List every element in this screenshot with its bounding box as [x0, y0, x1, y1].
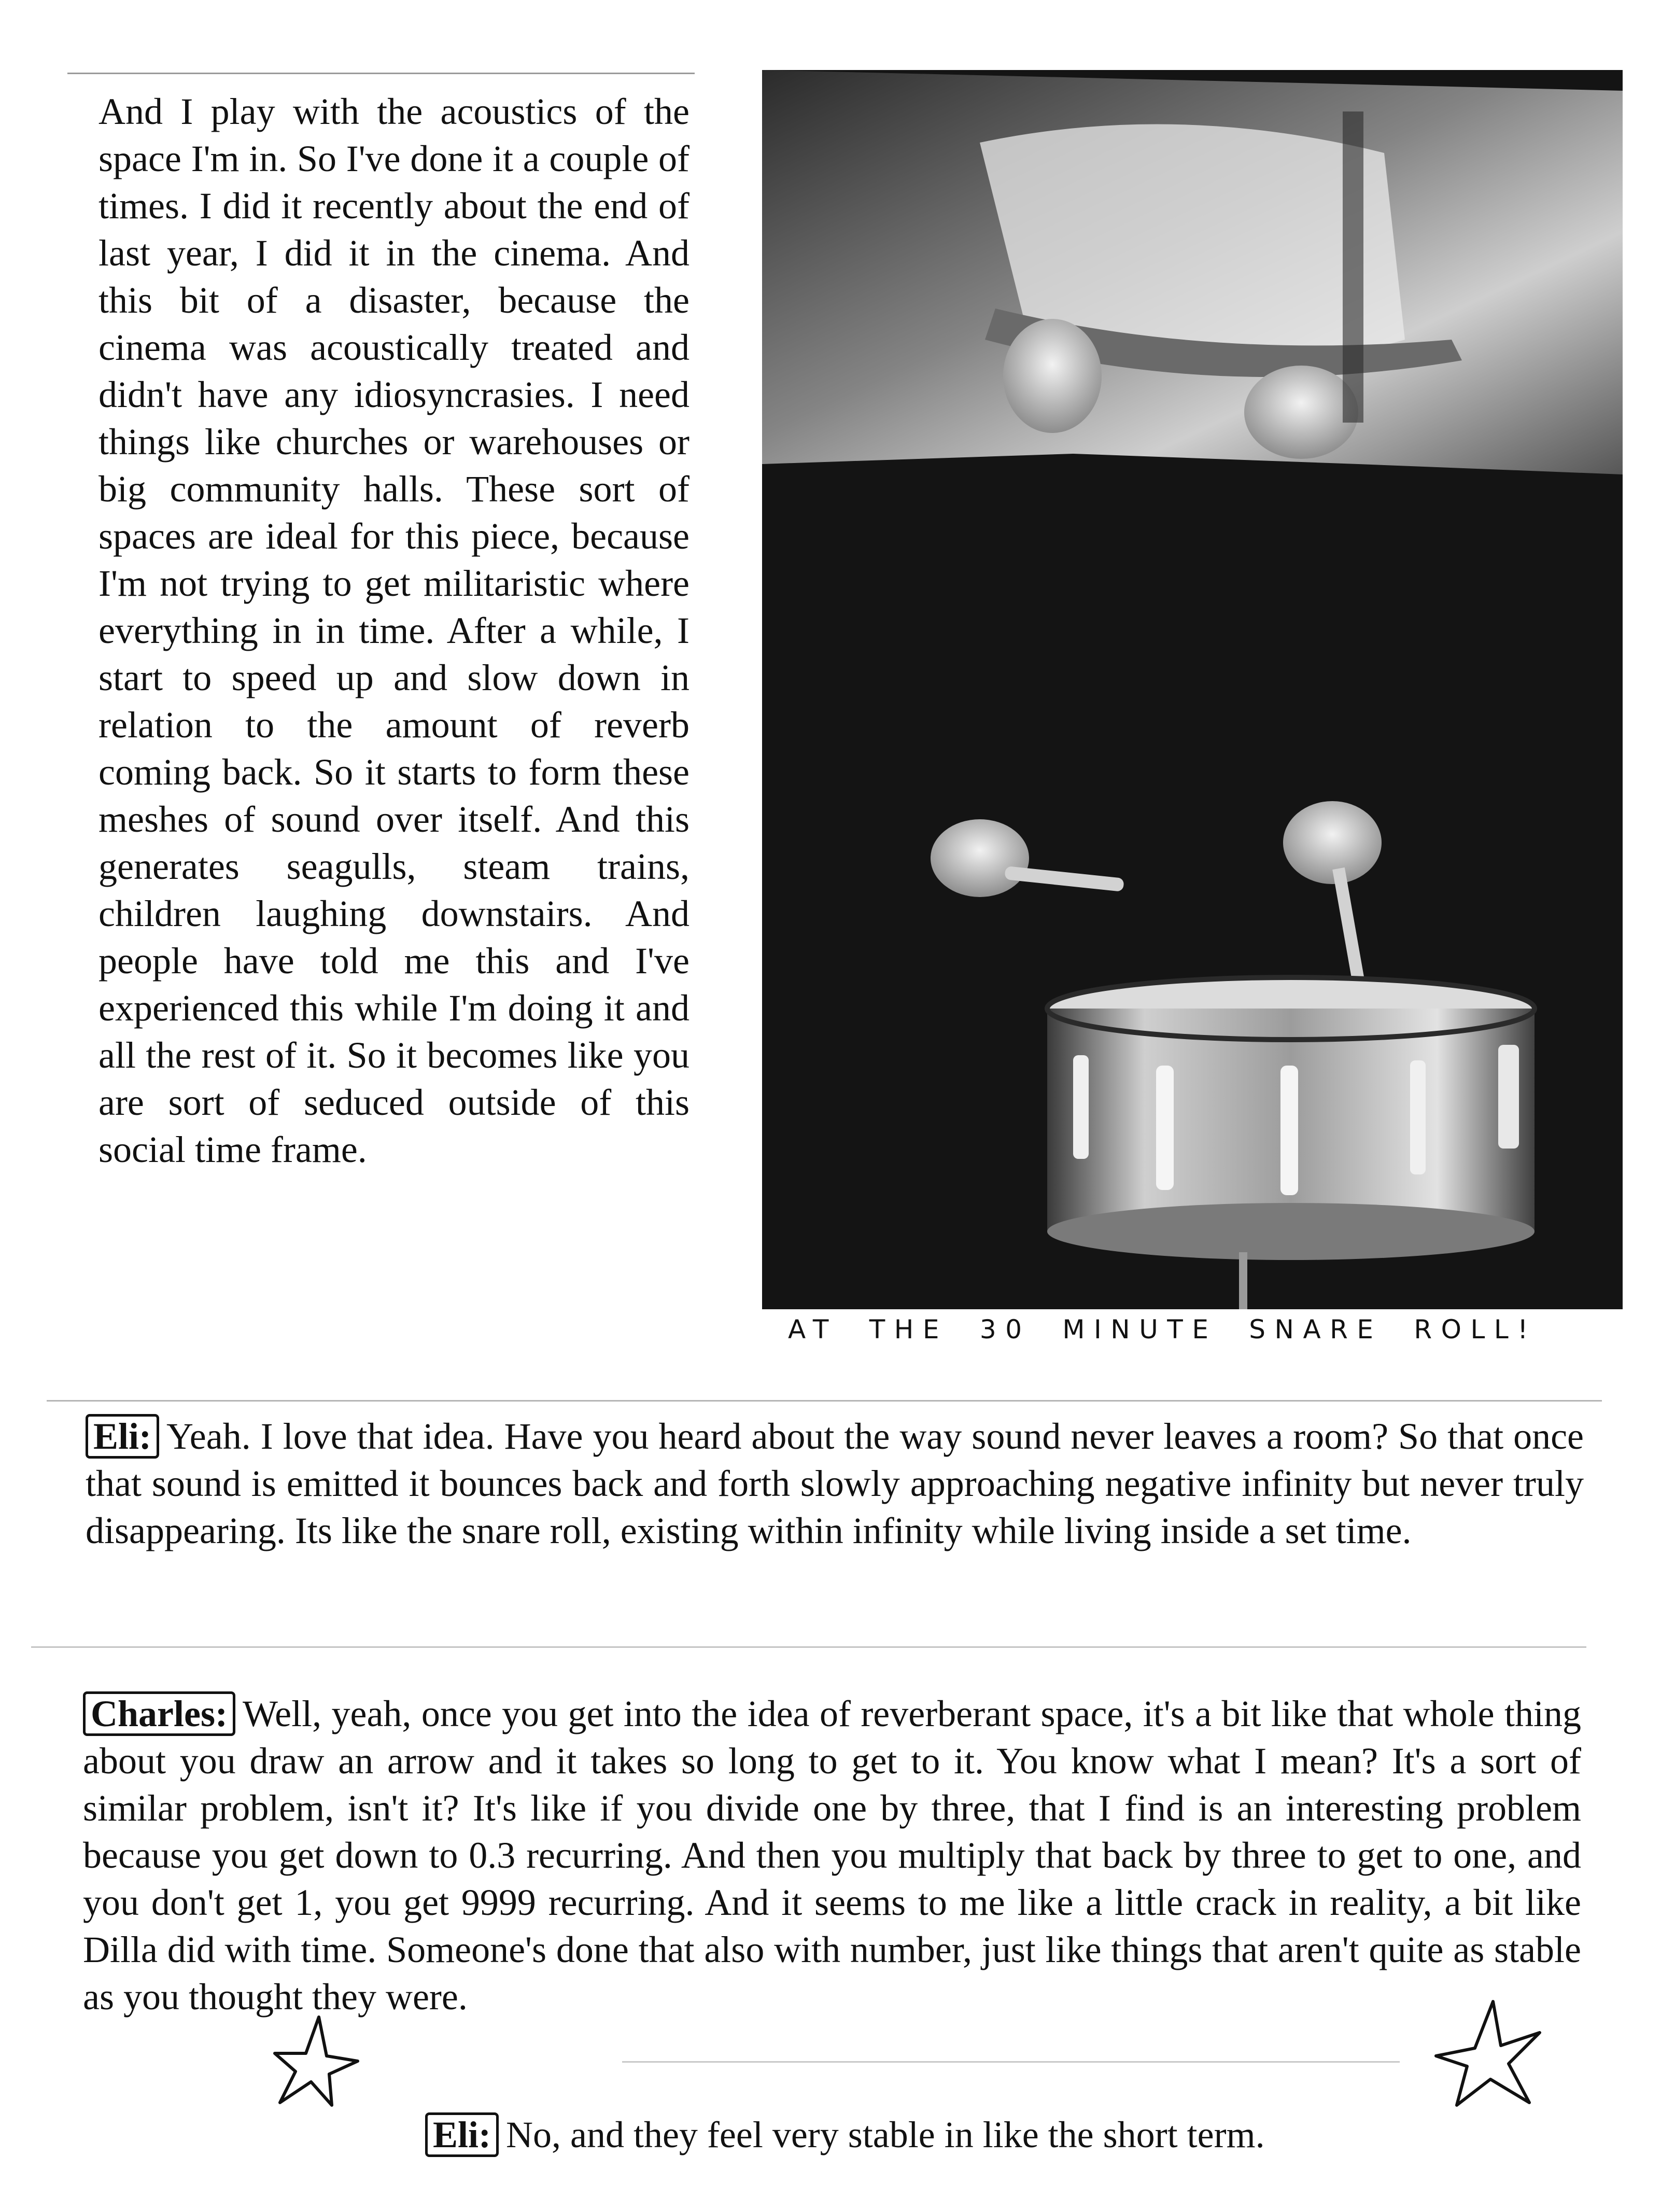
eli-bottom-rule — [31, 1646, 1586, 1648]
speaker-label-eli-final: Eli: — [425, 2112, 499, 2157]
photo-caption: AT THE 30 MINUTE SNARE ROLL! — [788, 1314, 1537, 1345]
right-star-icon — [1431, 1996, 1545, 2110]
eli-paragraph — [86, 1413, 1584, 1555]
final-line — [425, 2111, 1265, 2159]
speaker-label-eli: Eli: — [86, 1414, 159, 1459]
left-star-icon — [270, 2012, 363, 2110]
charles-paragraph — [83, 1690, 1581, 2021]
eli-top-rule — [47, 1400, 1602, 1402]
speaker-label-charles: Charles: — [83, 1691, 235, 1736]
snare-drum-photo — [762, 70, 1623, 1309]
column-paragraph: And I play with the acoustics of the space I'm in. So I've done it a couple of times. I did it recently about the end of last year, I did it in the cinema. And this bit of a disaster, because the cinema was acoustically treated and didn't have any idiosyncrasies. I need things like churches or warehouses or big community halls. These sort of spaces are ideal for this piece, because I'm not trying to get militaristic where everything in in time. After a while, I start to speed up and slow down in relation to the amount of reverb coming back. So it starts to form these meshes of sound over itself. And this generates seagulls, steam trains, children laughing downstairs. And people have told me this and I've experienced this while I'm doing it and all the rest of it. So it becomes like you are sort of seduced outside of this social time frame. — [98, 91, 689, 1170]
charles-text: Well, yeah, once you get into the idea of reverberant space, it's a bit like that whole thing about you draw an arrow and it takes so long to get to it. You know what I mean? It's a sort of similar problem, isn't it? It's like if you divide one by three, that I find is an interesting problem because you get down to 0.3 recurring. And then you multiply that back by three to get to one, and you don't get 1, you get 9999 recurring. And it seems to me like a little crack in reality, a bit like Dilla did with time. Someone's done that also with number, just like things that aren't quite as stable as you thought they were. — [83, 1693, 1581, 2018]
eli-final-text: No, and they feel very stable in like the short term. — [506, 2114, 1265, 2155]
charles-bottom-rule — [622, 2061, 1400, 2063]
top-rule — [67, 73, 695, 74]
eli-text: Yeah. I love that idea. Have you heard about the way sound never leaves a room? So that once that sound is emitted it bounces back and forth slowly approaching negative infinity but never truly disappearing. Its like the snare roll, existing within infinity while living inside a set time. — [86, 1416, 1584, 1551]
